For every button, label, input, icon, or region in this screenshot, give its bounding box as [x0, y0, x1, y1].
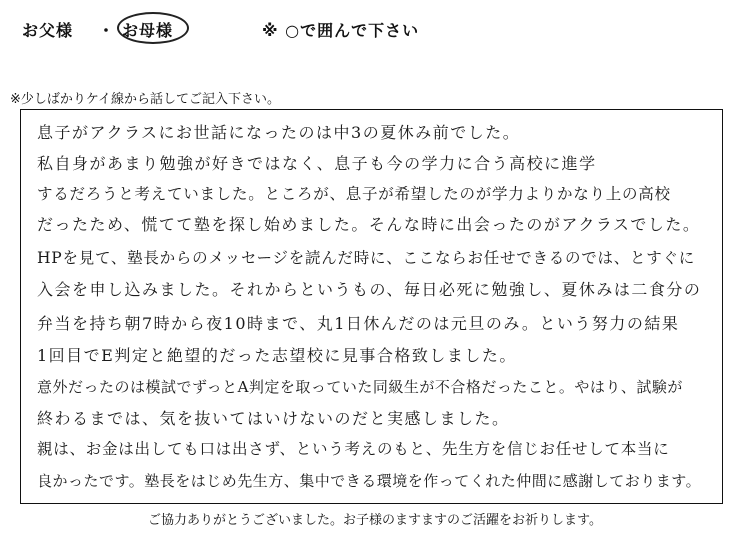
thank-you-footer: ご協力ありがとうございました。お子様のますますのご活躍をお祈りします。	[148, 513, 602, 528]
comment-line: 1回目でE判定と絶望的だった志望校に見事合格致しました。	[37, 346, 517, 365]
comment-line: するだろうと考えていました。ところが、息子が希望したのが学力よりかなり上の高校	[37, 185, 671, 203]
comment-line: だったため、慌てて塾を探し始めました。そんな時に出会ったのがアクラスでした。	[37, 215, 701, 234]
comment-line: 私自身があまり勉強が好きではなく、息子も今の学力に合う高校に進学	[37, 154, 597, 173]
mother-option[interactable]: お母様	[122, 21, 174, 40]
comment-line: 親は、お金は出しても口は出さず、という考えのもと、先生方を信じお任せして本当に	[37, 440, 670, 458]
comment-line: 意外だったのは模試でずっとA判定を取っていた同級生が不合格だったこと。やはり、試験が	[37, 378, 683, 396]
separator-dot: ・	[98, 21, 116, 40]
writing-instruction: ※少しばかりケイ線から話してご記入下さい。	[10, 92, 280, 107]
comment-box	[20, 109, 723, 504]
circle-instruction: ※ ○で囲んで下さい	[262, 21, 420, 40]
comment-line: 入会を申し込みました。それからというもの、毎日必死に勉強し、夏休みは二食分の	[37, 280, 702, 299]
comment-line: 弁当を持ち朝7時から夜10時まで、丸1日休んだのは元旦のみ。という努力の結果	[37, 314, 680, 333]
comment-line: 終わるまでは、気を抜いてはいけないのだと実感しました。	[37, 409, 510, 428]
comment-line: 息子がアクラスにお世話になったのは中3の夏休み前でした。	[37, 123, 521, 142]
father-option[interactable]: お父様	[22, 21, 74, 40]
comment-line: 良かったです。塾長をはじめ先生方、集中できる環境を作ってくれた仲間に感謝しております。	[37, 472, 702, 490]
comment-line: HPを見て、塾長からのメッセージを読んだ時に、ここならお任せできるのでは、とすぐに	[37, 249, 695, 267]
